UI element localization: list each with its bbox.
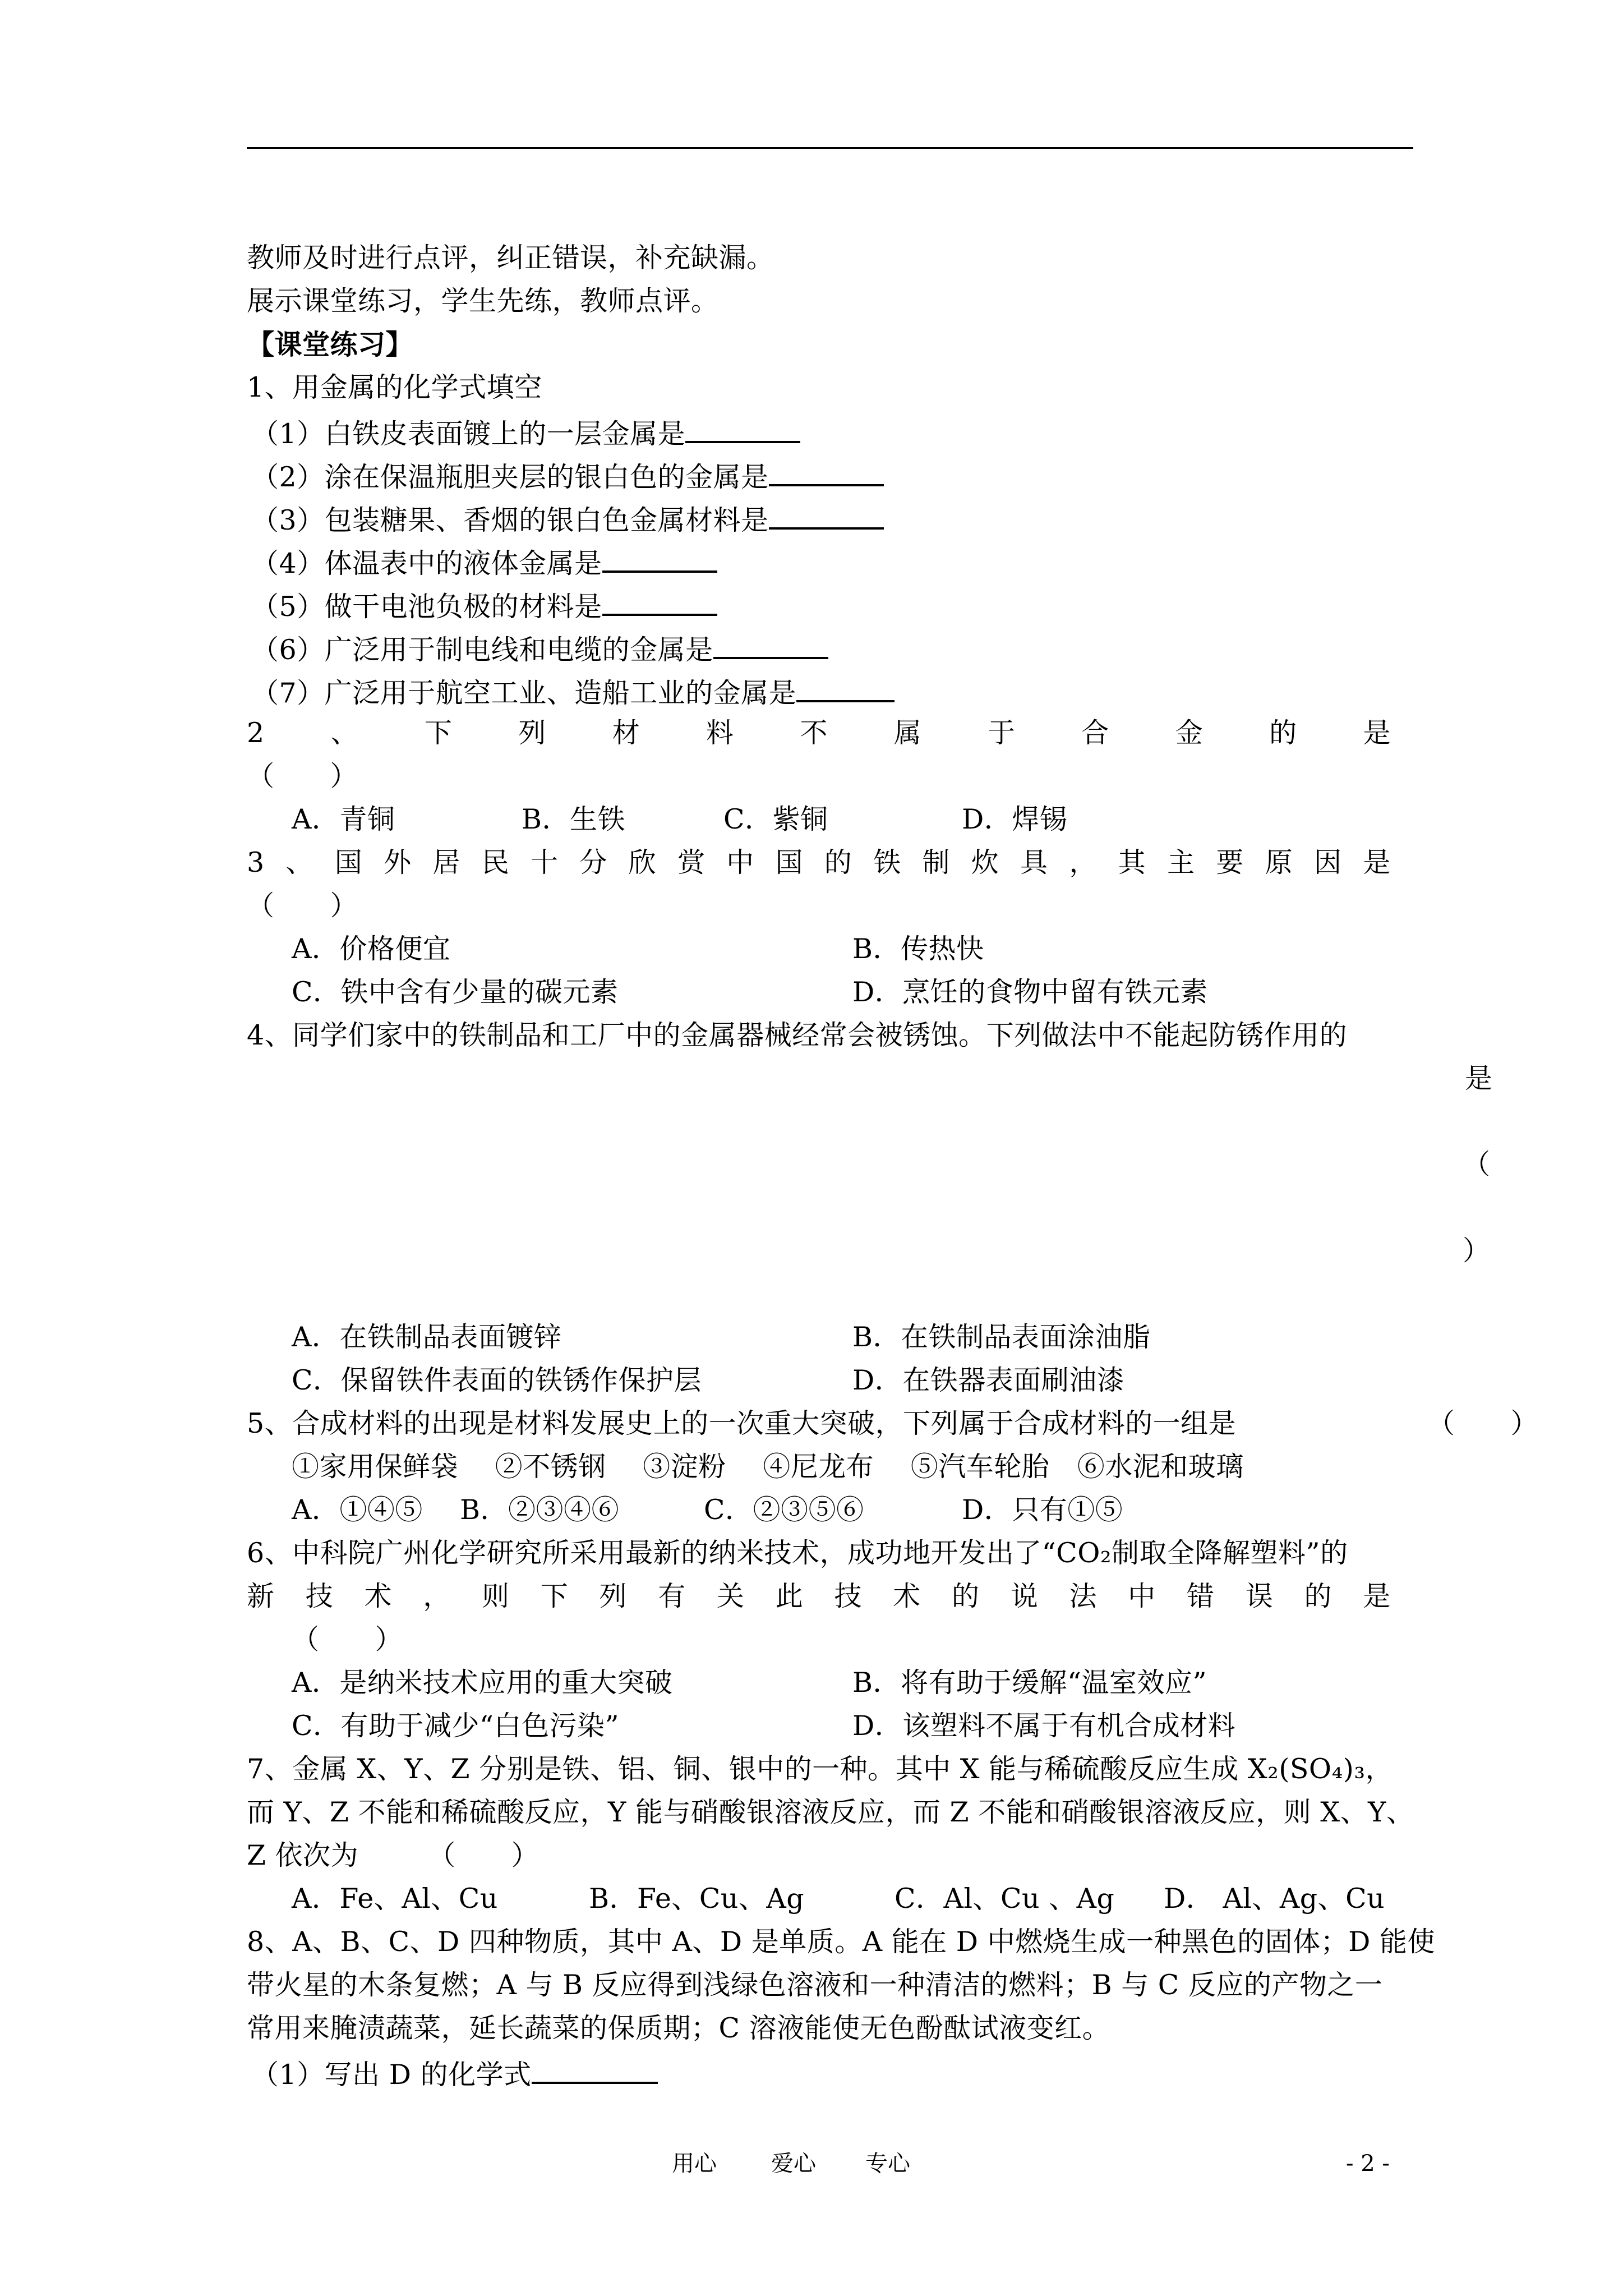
char: 外 xyxy=(384,846,412,878)
answer-paren-left: （ xyxy=(1463,1148,1491,1180)
answer-blank[interactable] xyxy=(602,544,717,573)
char: 是 xyxy=(1363,1580,1391,1612)
char: 的 xyxy=(952,1580,980,1612)
question-6-line2 xyxy=(247,1580,1391,1613)
option-c: C．有助于减少“白色污染” xyxy=(292,1710,620,1742)
question-8: 8、A、B、C、D 四种物质，其中 A、D 是单质。A 能在 D 中燃烧生成一种黑色的固体；D 能使 xyxy=(247,1926,1436,1958)
char: 的 xyxy=(1269,717,1297,749)
item-text: （6）广泛用于制电线和电缆的金属是 xyxy=(251,634,713,666)
question-1-1 xyxy=(251,414,800,451)
option-a: A．价格便宜 xyxy=(292,933,451,965)
char: 金 xyxy=(1175,717,1204,749)
char: ， xyxy=(1069,846,1097,878)
answer-paren-right: ） xyxy=(1463,1235,1491,1267)
answer-paren: （ ） xyxy=(247,760,358,792)
char: 炊 xyxy=(971,846,999,878)
question-1-4 xyxy=(251,544,717,581)
option-c: C．保留铁件表面的铁锈作保护层 xyxy=(292,1364,702,1396)
char: 下 xyxy=(540,1580,569,1612)
question-1-7 xyxy=(251,673,895,710)
answer-paren: （ ） xyxy=(292,1623,403,1655)
char: 说 xyxy=(1010,1580,1039,1612)
question-5: 5、合成材料的出现是材料发展史上的一次重大突破，下列属于合成材料的一组是 xyxy=(247,1407,1237,1439)
char: 术 xyxy=(364,1580,393,1612)
char: 铁 xyxy=(873,846,901,878)
answer-blank[interactable] xyxy=(769,500,884,530)
question-1-6 xyxy=(251,630,828,667)
char: 则 xyxy=(482,1580,510,1612)
char: 料 xyxy=(706,717,734,749)
char: 国 xyxy=(775,846,804,878)
char: 十 xyxy=(531,846,559,878)
char: 的 xyxy=(824,846,852,878)
char: 赏 xyxy=(677,846,706,878)
char: 制 xyxy=(922,846,951,878)
question-4: 4、同学们家中的铁制品和工厂中的金属器械经常会被锈蚀。下列做法中不能起防锈作用的 xyxy=(247,1019,1348,1051)
answer-blank[interactable] xyxy=(713,630,828,659)
question-7: 7、金属 X、Y、Z 分别是铁、铝、铜、银中的一种。其中 X 能与稀硫酸反应生成 X₂(SO₄)₃， xyxy=(247,1753,1394,1785)
question-2 xyxy=(247,716,1391,750)
option-c: C．铁中含有少量的碳元素 xyxy=(292,976,619,1008)
option-c: C．②③⑤⑥ xyxy=(704,1494,864,1526)
char: 技 xyxy=(834,1580,863,1612)
question-1: 1、用金属的化学式填空 xyxy=(247,371,542,403)
option-b: B．②③④⑥ xyxy=(460,1494,620,1526)
answer-paren: （ ） xyxy=(1427,1407,1539,1439)
item-text: （2）涂在保温瓶胆夹层的银白色的金属是 xyxy=(251,461,769,493)
char: 不 xyxy=(800,717,828,749)
char: 列 xyxy=(599,1580,628,1612)
question-8-1 xyxy=(251,2055,658,2092)
question-8-line3: 常用来腌渍蔬菜，延长蔬菜的保质期；C 溶液能使无色酚酞试液变红。 xyxy=(247,2012,1110,2044)
char: 因 xyxy=(1314,846,1342,878)
char: 中 xyxy=(726,846,754,878)
char: 居 xyxy=(432,846,460,878)
char: 欣 xyxy=(628,846,657,878)
char: 于 xyxy=(988,717,1016,749)
question-7-line2: 而 Y、Z 不能和稀硫酸反应，Y 能与硝酸银溶液反应，而 Z 不能和硝酸银溶液反应，则 X、Y、 xyxy=(247,1796,1414,1828)
option-d: D．该塑料不属于有机合成材料 xyxy=(852,1710,1236,1742)
option-a: A．是纳米技术应用的重大突破 xyxy=(292,1667,673,1699)
question-3 xyxy=(247,846,1391,880)
question-6: 6、中科院广州化学研究所采用最新的纳米技术，成功地开发出了“CO₂制取全降解塑料”的 xyxy=(247,1537,1348,1569)
option-d: D．在铁器表面刷油漆 xyxy=(852,1364,1125,1396)
char: 技 xyxy=(305,1580,334,1612)
char: 下 xyxy=(424,717,453,749)
item-text: （1）写出 D 的化学式 xyxy=(251,2059,532,2091)
item-text: （3）包装糖果、香烟的银白色金属材料是 xyxy=(251,504,769,536)
footer-motto-1: 用心 xyxy=(672,2151,717,2177)
section-heading: 【课堂练习】 xyxy=(247,328,414,361)
char: 其 xyxy=(1118,846,1146,878)
option-d: D．烹饪的食物中留有铁元素 xyxy=(852,976,1208,1008)
answer-blank[interactable] xyxy=(769,457,884,486)
option-d: D．只有①⑤ xyxy=(962,1494,1123,1526)
option-b: B．传热快 xyxy=(852,933,984,965)
question-4-tail: 是 xyxy=(1465,1062,1493,1094)
option-a: A．Fe、Al、Cu xyxy=(292,1883,498,1915)
option-b: B．在铁制品表面涂油脂 xyxy=(852,1321,1151,1353)
answer-blank[interactable] xyxy=(685,414,800,443)
char: 是 xyxy=(1363,717,1391,749)
option-a: A．青铜 xyxy=(292,803,395,835)
text-line: 展示课堂练习，学生先练，教师点评。 xyxy=(247,285,719,317)
char: 关 xyxy=(717,1580,745,1612)
question-5-items: ①家用保鲜袋 ②不锈钢 ③淀粉 ④尼龙布 ⑤汽车轮胎 ⑥水泥和玻璃 xyxy=(292,1451,1244,1483)
option-b: B．将有助于缓解“温室效应” xyxy=(852,1667,1207,1699)
char: 新 xyxy=(247,1580,275,1612)
char: 术 xyxy=(893,1580,921,1612)
question-1-2 xyxy=(251,457,884,494)
char: 、 xyxy=(330,717,359,749)
footer-motto-2: 爱心 xyxy=(771,2151,816,2177)
char: 民 xyxy=(481,846,510,878)
char: 是 xyxy=(1363,846,1391,878)
option-d: D． Al、Ag、Cu xyxy=(1164,1883,1385,1915)
question-1-5 xyxy=(251,587,717,624)
char: 2 xyxy=(247,717,265,749)
char: 具 xyxy=(1020,846,1048,878)
char: 合 xyxy=(1081,717,1109,749)
question-8-line2: 带火星的木条复燃；A 与 B 反应得到浅绿色溶液和一种清洁的燃料；B 与 C 反应的产物之一 xyxy=(247,1969,1383,2001)
item-text: （1）白铁皮表面镀上的一层金属是 xyxy=(251,418,686,450)
char: 属 xyxy=(893,717,922,749)
char: 主 xyxy=(1167,846,1195,878)
char: 材 xyxy=(612,717,640,749)
char: ， xyxy=(423,1580,451,1612)
char: 有 xyxy=(658,1580,686,1612)
char: 国 xyxy=(334,846,363,878)
char: 分 xyxy=(579,846,607,878)
option-a: A．在铁制品表面镀锌 xyxy=(292,1321,562,1353)
item-text: （4）体温表中的液体金属是 xyxy=(251,547,602,579)
option-a: A．①④⑤ xyxy=(292,1494,423,1526)
option-c: C．紫铜 xyxy=(723,803,828,835)
char: 原 xyxy=(1265,846,1293,878)
item-text: （5）做干电池负极的材料是 xyxy=(251,591,602,623)
char: 法 xyxy=(1069,1580,1098,1612)
question-7-line3: Z 依次为 （ ） xyxy=(247,1839,540,1871)
answer-blank[interactable] xyxy=(532,2055,658,2084)
option-b: B．生铁 xyxy=(522,803,626,835)
char: 此 xyxy=(775,1580,804,1612)
char: 误 xyxy=(1245,1580,1274,1612)
footer-motto-3: 专心 xyxy=(865,2151,910,2177)
question-1-3 xyxy=(251,500,884,537)
header-rule xyxy=(247,147,1413,149)
text-line: 教师及时进行点评，纠正错误，补充缺漏。 xyxy=(247,242,774,274)
option-c: C．Al、Cu 、Ag xyxy=(895,1883,1115,1915)
page-number: - 2 - xyxy=(1346,2151,1390,2177)
option-d: D．焊锡 xyxy=(962,803,1068,835)
char: 、 xyxy=(285,846,313,878)
char: 列 xyxy=(518,717,546,749)
answer-blank[interactable] xyxy=(796,673,895,702)
option-b: B．Fe、Cu、Ag xyxy=(589,1883,805,1915)
char: 错 xyxy=(1187,1580,1215,1612)
answer-paren: （ ） xyxy=(247,890,358,922)
char: 要 xyxy=(1216,846,1244,878)
char: 3 xyxy=(247,846,265,878)
item-text: （7）广泛用于航空工业、造船工业的金属是 xyxy=(251,677,797,709)
char: 的 xyxy=(1304,1580,1332,1612)
char: 中 xyxy=(1128,1580,1156,1612)
answer-blank[interactable] xyxy=(602,587,717,616)
